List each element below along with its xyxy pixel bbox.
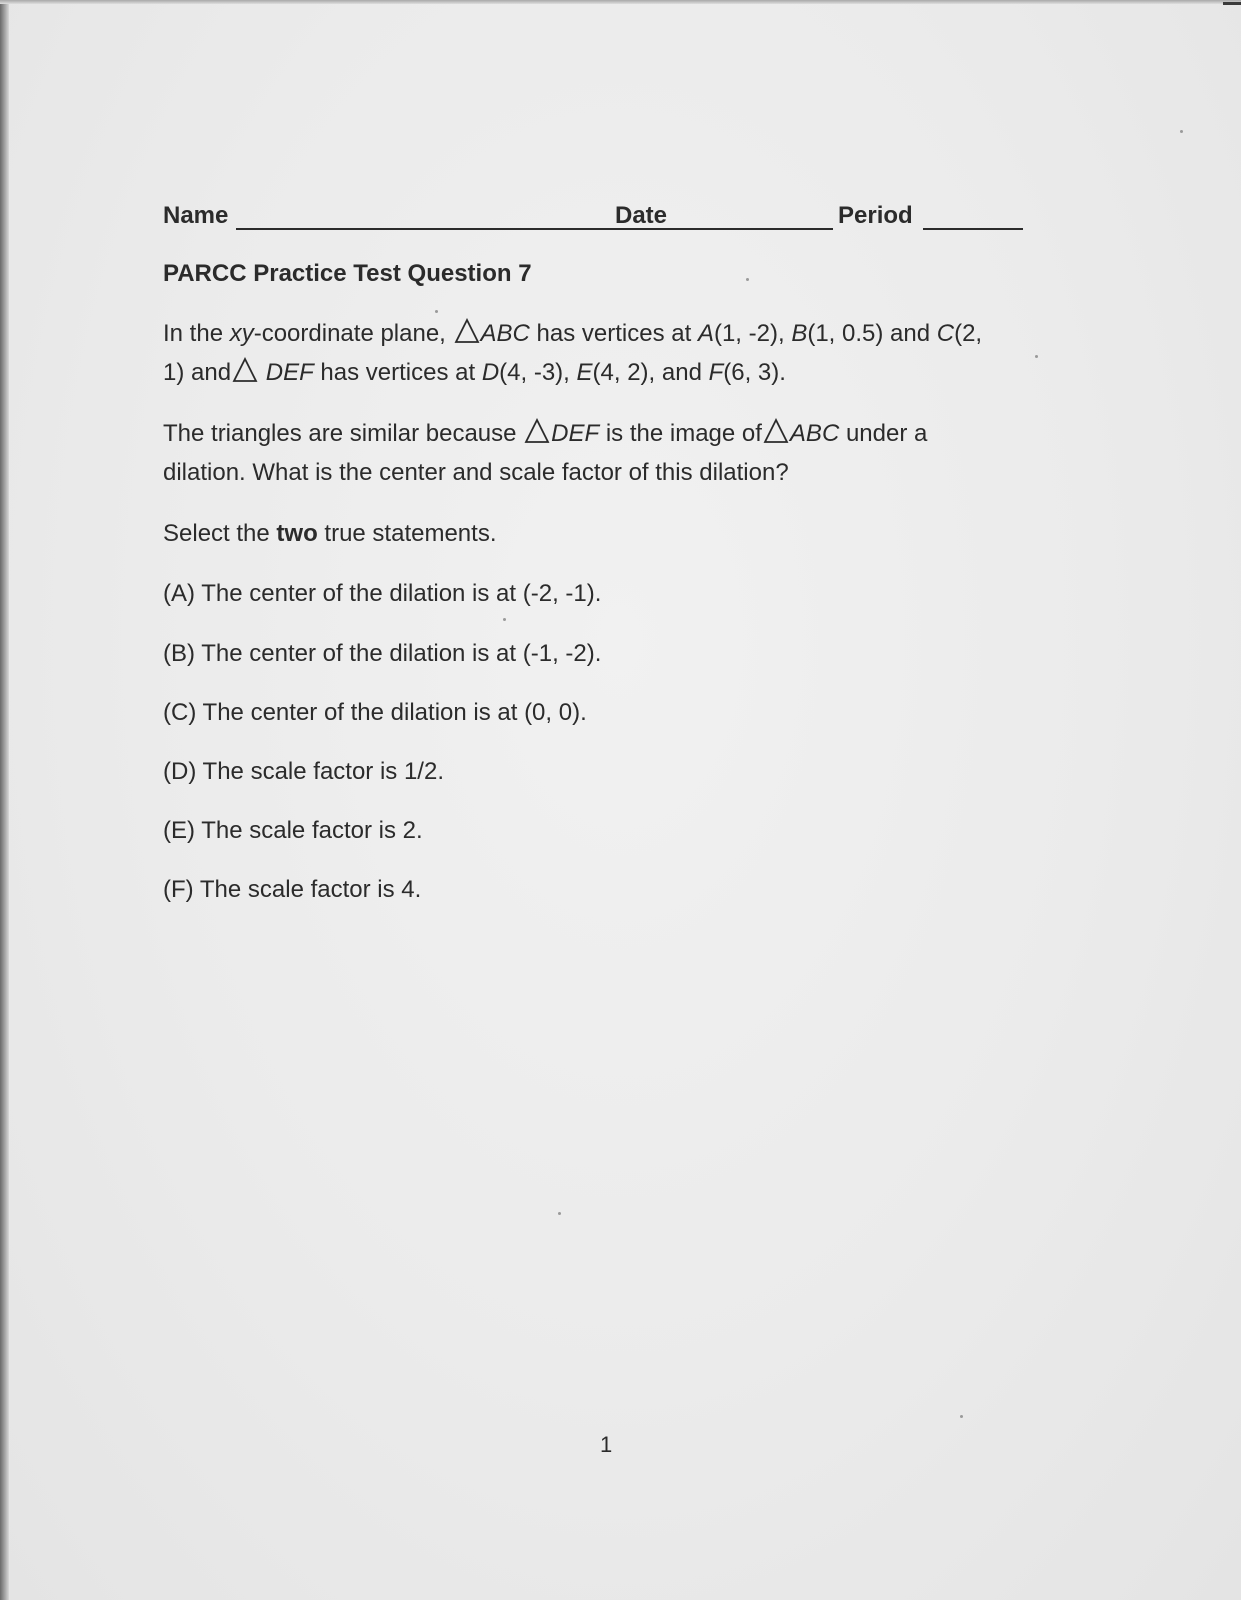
problem-question (163, 414, 1043, 492)
text: (2, (954, 320, 983, 347)
text: under a (839, 420, 928, 447)
text: -coordinate plane, (253, 320, 453, 347)
triangle-icon (763, 418, 789, 444)
student-header (163, 198, 1023, 234)
text: (4, 2), and (592, 359, 709, 386)
problem-statement (163, 314, 1043, 392)
vertex-label: E (576, 359, 593, 386)
text: (1, -2), (713, 320, 792, 347)
text: 1) and (163, 359, 232, 386)
text: has vertices at (313, 359, 482, 386)
scan-speck (1035, 355, 1038, 358)
text: (6, 3). (723, 359, 786, 386)
triangle-icon (524, 418, 550, 444)
text: is the image of (599, 420, 762, 447)
name-label: Name (163, 202, 229, 229)
question-title: PARCC Practice Test Question 7 (163, 260, 532, 287)
date-label: Date (615, 202, 668, 229)
triangle-name-def: DEF (551, 420, 600, 447)
option-d[interactable]: (D) The scale factor is 1/2. (163, 758, 444, 785)
text: In the (163, 320, 230, 347)
triangle-name-abc: ABC (789, 420, 840, 447)
vertex-label: C (936, 320, 955, 347)
option-e[interactable]: (E) The scale factor is 2. (163, 817, 423, 844)
scan-top-edge (0, 0, 1241, 4)
scan-corner-mark (1223, 2, 1241, 5)
vertex-label: B (791, 320, 808, 347)
scan-speck (503, 618, 506, 621)
text: dilation. What is the center and scale factor of this dilation? (163, 459, 789, 486)
text-italic: xy (229, 320, 254, 347)
option-a[interactable]: (A) The center of the dilation is at (-2, -1). (163, 580, 602, 607)
option-f[interactable]: (F) The scale factor is 4. (163, 876, 422, 903)
text-bold: two (276, 520, 318, 547)
scan-speck (558, 1212, 561, 1215)
triangle-name-abc: ABC (480, 320, 530, 347)
scan-speck (960, 1415, 963, 1418)
scan-speck (1180, 130, 1183, 133)
instruction (163, 514, 1043, 553)
period-field[interactable] (923, 228, 1023, 230)
option-c[interactable]: (C) The center of the dilation is at (0, 0). (163, 699, 587, 726)
option-b[interactable]: (B) The center of the dilation is at (-1, -2). (163, 640, 602, 667)
text: (1, 0.5) and (807, 320, 937, 347)
page-number: 1 (600, 1432, 613, 1457)
scan-left-edge (0, 0, 9, 1600)
scan-speck (746, 278, 749, 281)
date-field[interactable] (678, 228, 833, 230)
text: has vertices at (529, 320, 698, 347)
text: The triangles are similar because (163, 420, 524, 447)
triangle-icon (232, 357, 258, 383)
triangle-icon (454, 318, 480, 344)
period-label: Period (838, 202, 913, 229)
vertex-label: D (481, 359, 500, 386)
text: Select the (163, 520, 277, 547)
vertex-label: A (697, 320, 714, 347)
triangle-name-def: DEF (259, 359, 314, 386)
text: (4, -3), (499, 359, 577, 386)
text: true statements. (317, 520, 497, 547)
scan-speck (435, 310, 438, 313)
vertex-label: F (708, 359, 724, 386)
